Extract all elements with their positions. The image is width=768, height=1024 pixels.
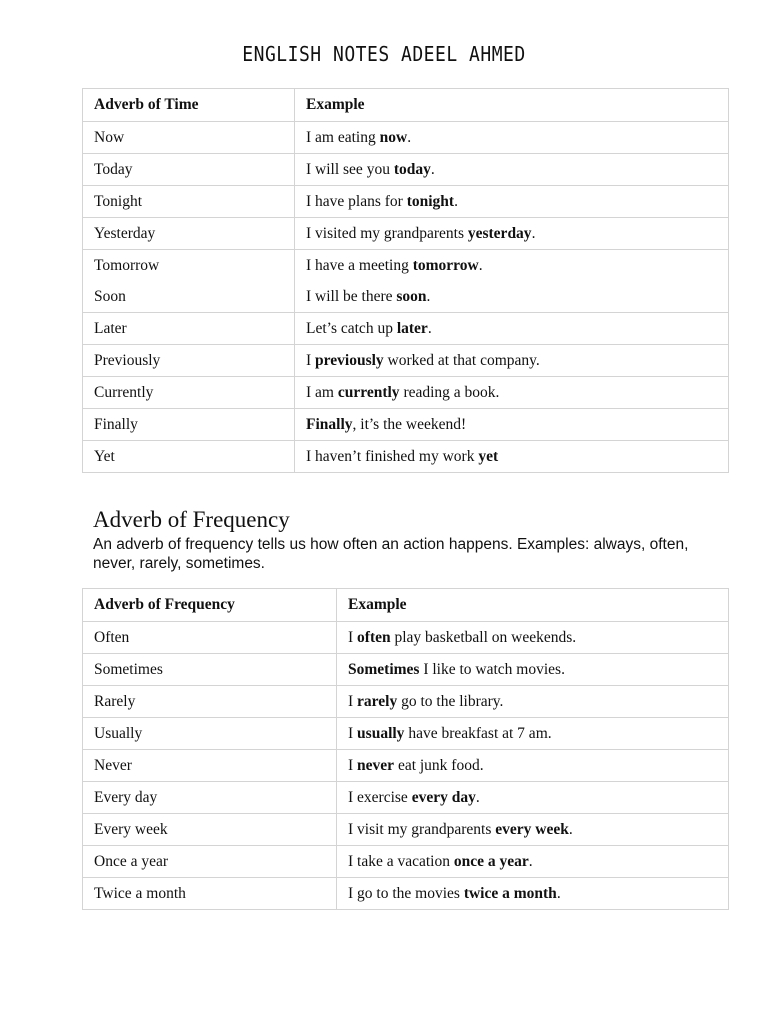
table-row	[83, 409, 729, 441]
example-text: I	[348, 756, 358, 774]
adverb-cell: Tonight	[83, 186, 295, 218]
example-text: eat junk food.	[394, 756, 484, 774]
example-adverb-bold: rarely	[357, 692, 398, 710]
adverb-cell: Once a year	[83, 846, 337, 878]
table-row	[83, 122, 729, 154]
example-cell	[295, 377, 729, 409]
example-text: I exercise	[348, 788, 412, 806]
example-text: .	[430, 160, 435, 178]
page-header: ENGLISH NOTES ADEEL AHMED	[242, 42, 526, 67]
example-text: I will see you	[306, 160, 394, 178]
example-text: I visit my grandparents	[348, 820, 496, 838]
column-header-adverb: Adverb of Time	[83, 89, 295, 122]
example-text: .	[531, 224, 536, 242]
example-adverb-bold: once a year	[453, 852, 529, 870]
adverb-cell: Usually	[83, 718, 337, 750]
table-row	[83, 345, 729, 377]
example-cell	[295, 313, 729, 345]
example-text: I	[306, 351, 316, 369]
section-title: Adverb of Frequency	[93, 507, 290, 532]
table-row	[83, 154, 729, 186]
example-text: Let’s catch up	[306, 319, 397, 337]
adverb-line: Tomorrow	[94, 257, 160, 274]
example-text: .	[478, 257, 483, 274]
table-header-row	[83, 589, 729, 622]
adverb-cell: Every day	[83, 782, 337, 814]
column-header-example: Example	[337, 589, 729, 622]
adverb-cell: Twice a month	[83, 878, 337, 910]
example-cell	[295, 441, 729, 473]
example-cell	[295, 250, 729, 313]
example-text: .	[475, 788, 480, 806]
example-cell	[295, 345, 729, 377]
adverb-of-frequency-table	[82, 588, 729, 910]
example-adverb-bold: never	[357, 756, 395, 774]
table-row	[83, 846, 729, 878]
table-row	[83, 750, 729, 782]
example-text: I go to the movies	[348, 884, 464, 902]
example-adverb-bold: Sometimes	[348, 660, 420, 678]
table-row	[83, 250, 729, 313]
table-row	[83, 654, 729, 686]
example-cell	[295, 409, 729, 441]
adverb-cell: Now	[83, 122, 295, 154]
adverb-cell: Today	[83, 154, 295, 186]
example-text: .	[528, 852, 533, 870]
example-adverb-bold: today	[393, 160, 431, 178]
example-text: .	[427, 319, 432, 337]
example-line	[306, 250, 717, 281]
example-text: .	[556, 884, 561, 902]
example-adverb-bold: currently	[337, 383, 400, 401]
example-line	[306, 281, 717, 312]
table-row	[83, 218, 729, 250]
example-text: .	[454, 192, 458, 210]
table-row	[83, 622, 729, 654]
example-cell	[295, 218, 729, 250]
adverb-cell: Currently	[83, 377, 295, 409]
adverb-cell: Later	[83, 313, 295, 345]
adverb-cell: Yesterday	[83, 218, 295, 250]
table-row	[83, 377, 729, 409]
example-cell	[337, 622, 729, 654]
adverb-cell: Rarely	[83, 686, 337, 718]
example-text: I haven’t finished my work	[306, 447, 479, 465]
table-row	[83, 441, 729, 473]
example-text: I have a meeting	[306, 257, 413, 274]
example-text: go to the library.	[397, 692, 504, 710]
adverb-cell: Finally	[83, 409, 295, 441]
example-text: I	[348, 628, 358, 646]
adverb-cell: Previously	[83, 345, 295, 377]
adverb-cell: Never	[83, 750, 337, 782]
example-text: I like to watch movies.	[419, 660, 565, 678]
example-cell	[337, 782, 729, 814]
example-adverb-bold: twice a month	[463, 884, 557, 902]
example-adverb-bold: now	[379, 128, 408, 146]
adverb-cell: Every week	[83, 814, 337, 846]
example-text: I visited my grandparents	[306, 224, 468, 242]
section-description: An adverb of frequency tells us how often an action happens. Examples: always, often, never, rarely, sometimes.	[93, 536, 689, 572]
example-adverb-bold: often	[357, 628, 391, 646]
adverb-cell: Yet	[83, 441, 295, 473]
table-row	[83, 313, 729, 345]
adverb-cell: Sometimes	[83, 654, 337, 686]
example-cell	[337, 878, 729, 910]
adverb-cell: Often	[83, 622, 337, 654]
example-cell	[337, 654, 729, 686]
example-text: , it’s the weekend!	[352, 415, 467, 433]
example-text: have breakfast at 7 am.	[404, 724, 552, 742]
example-cell	[337, 814, 729, 846]
adverb-line: Soon	[94, 288, 126, 305]
adverb-of-time-table	[82, 88, 729, 473]
example-cell	[295, 154, 729, 186]
example-adverb-bold: Finally	[306, 415, 353, 433]
example-text: .	[568, 820, 573, 838]
table-row	[83, 186, 729, 218]
example-text: I will be there	[306, 288, 397, 305]
adverb-cell	[83, 250, 295, 313]
table-row	[83, 718, 729, 750]
table-header-row	[83, 89, 729, 122]
table-row	[83, 814, 729, 846]
example-adverb-bold: every week	[495, 820, 569, 838]
example-cell	[295, 186, 729, 218]
example-cell	[337, 686, 729, 718]
table-row	[83, 686, 729, 718]
example-adverb-bold: usually	[357, 724, 405, 742]
example-text: I am	[306, 383, 338, 401]
example-text: .	[407, 128, 412, 146]
example-text: .	[426, 288, 431, 305]
example-adverb-bold: tomorrow	[412, 257, 479, 274]
example-text: I	[348, 692, 358, 710]
example-text: I am eating	[306, 128, 380, 146]
column-header-adverb: Adverb of Frequency	[83, 589, 337, 622]
example-text: reading a book.	[399, 383, 500, 401]
example-text: I take a vacation	[348, 852, 454, 870]
example-text: I	[348, 724, 358, 742]
example-cell	[337, 846, 729, 878]
example-adverb-bold: tonight	[406, 192, 455, 210]
example-cell	[337, 750, 729, 782]
example-adverb-bold: yesterday	[467, 224, 532, 242]
example-text: play basketball on weekends.	[390, 628, 577, 646]
example-adverb-bold: yet	[478, 447, 499, 465]
example-cell	[295, 122, 729, 154]
table-row	[83, 878, 729, 910]
example-adverb-bold: every day	[411, 788, 476, 806]
example-adverb-bold: previously	[315, 351, 384, 369]
column-header-example: Example	[295, 89, 729, 122]
example-text: I have plans for	[306, 192, 407, 210]
example-cell	[337, 718, 729, 750]
example-adverb-bold: soon	[396, 288, 427, 305]
example-text: worked at that company.	[383, 351, 540, 369]
example-adverb-bold: later	[396, 319, 428, 337]
table-row	[83, 782, 729, 814]
